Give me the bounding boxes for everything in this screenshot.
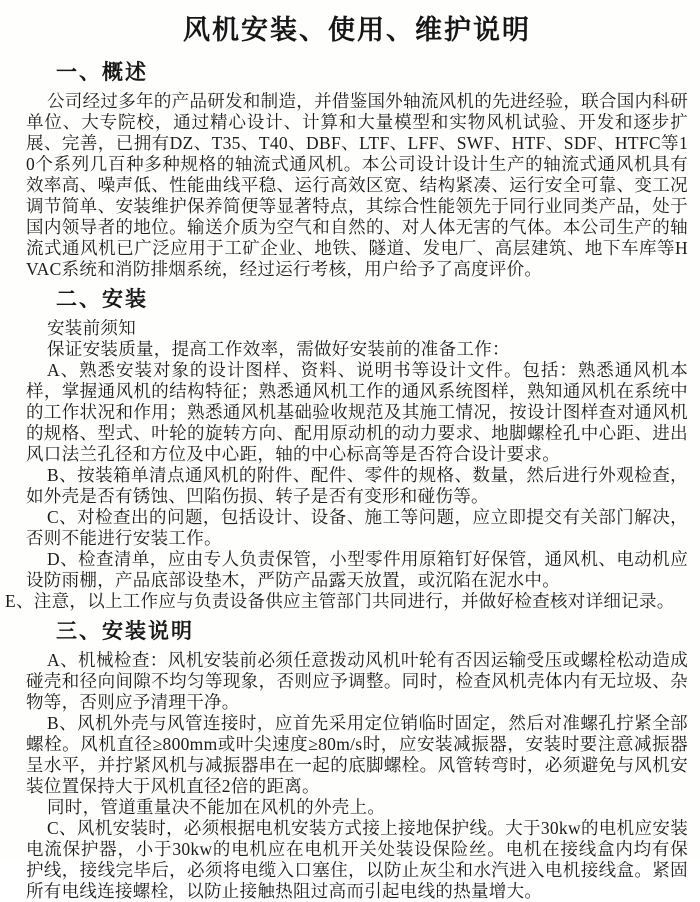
instruction-duct-weight-line: 同时，管道重量决不能加在风机的外壳上。 (47, 797, 386, 817)
install-item-a: A、熟悉安装对象的设计图样、资料、说明书等设计文件。包括：熟悉通风机本样，掌握通风机的结构特征；熟悉通风机工作的通风系统图样，熟知通风机在系统中的工作状况和作用；熟悉通风机基础验收规范及其施工情况，按设计图样查对通风机的规格、型式、叶轮的旋转方向、配用原动机的动力要求、地脚螺栓孔中心距、进出风口法兰孔径和方位及中心距，轴的中心标高等是否符合设计要求。 (26, 360, 688, 464)
instruction-item-a: A、机械检查：风机安装前必须任意拨动风机叶轮有否因运输受压或螺栓松动造成碰壳和径向间隙不均匀等现象，否则应予调整。同时，检查风机壳体内有无垃圾、杂物等，否则应予清理干净。 (26, 650, 688, 712)
section-heading-overview: 一、概述 (56, 60, 148, 84)
pre-install-preparation-line: 保证安装质量，提高工作效率，需做好安装前的准备工作： (47, 339, 510, 359)
overview-paragraph: 公司经过多年的产品研发和制造，并借鉴国外轴流风机的先进经验，联合国内科研单位、大专院校，通过精心设计、计算和大量模型和实物风机试验、开发和逐步扩展、完善，已拥有DZ、T35、T40、DBF、LTF、LFF、SWF、HTF、SDF、HTFC等10个系列几百种多种规格的轴流式通风机。本公司设计设计生产的轴流式通风机具有效率高、噪声低、性能曲线平稳、运行高效区宽、结构紧凑、运行安全可靠、变工况调节简单、安装维护保养简便等显著特点，其综合性能领先于同行业同类产品，处于国内领导者的地位。输送介质为空气和自然的、对人体无害的气体。本公司生产的轴流式通风机已广泛应用于工矿企业、地铁、隧道、发电厂、高层建筑、地下车库等HVAC系统和消防排烟系统，经过运行考核，用户给予了高度评价。 (26, 91, 688, 279)
pre-install-notice-line: 安装前须知 (47, 318, 136, 338)
section-heading-install-instructions: 三、安装说明 (56, 619, 194, 643)
instruction-item-c: C、风机安装时，必须根据电机安装方式接上接地保护线。大于30kw的电机应安装电流保护器，小于30kw的电机应在电机开关处装设保险丝。电机在接线盒内均有保护线，接线完毕后，必须将电缆入口塞住，以防止灰尘和水汽进入电机接线盒。紧固所有电线连接螺栓，以防止接触热阻过高而引起电线的热量增大。 (26, 818, 688, 901)
install-item-d: D、检查清单，应由专人负责保管，小型零件用原箱钉好保管，通风机、电动机应设防雨棚，产品底部设垫木，严防产品露天放置，或沉陷在泥水中。 (26, 549, 688, 590)
install-item-b: B、按装箱单清点通风机的附件、配件、零件的规格、数量，然后进行外观检查，如外壳是否有锈蚀、凹陷伤损、转子是否有变形和碰伤等。 (26, 465, 688, 506)
install-item-c: C、对检查出的问题，包括设计、设备、施工等问题，应立即提交有关部门解决，否则不能进行安装工作。 (26, 507, 688, 548)
instruction-item-b: B、风机外壳与风管连接时，应首先采用定位销临时固定，然后对准螺孔拧紧全部螺栓。风机直径≥800mm或叶尖速度≥80m/s时，应安装减振器，安装时要注意减振器呈水平，并拧紧风机与减振器串在一起的底脚螺栓。风管转弯时，必须避免与风机安装位置保持大于风机直径2倍的距离。 (26, 713, 688, 796)
document-title: 风机安装、使用、维护说明 (183, 15, 531, 45)
section-heading-installation: 二、安装 (56, 287, 148, 311)
install-item-e: E、注意，以上工作应与负责设备供应主管部门共同进行，并做好检查核对详细记录。 (5, 591, 675, 611)
